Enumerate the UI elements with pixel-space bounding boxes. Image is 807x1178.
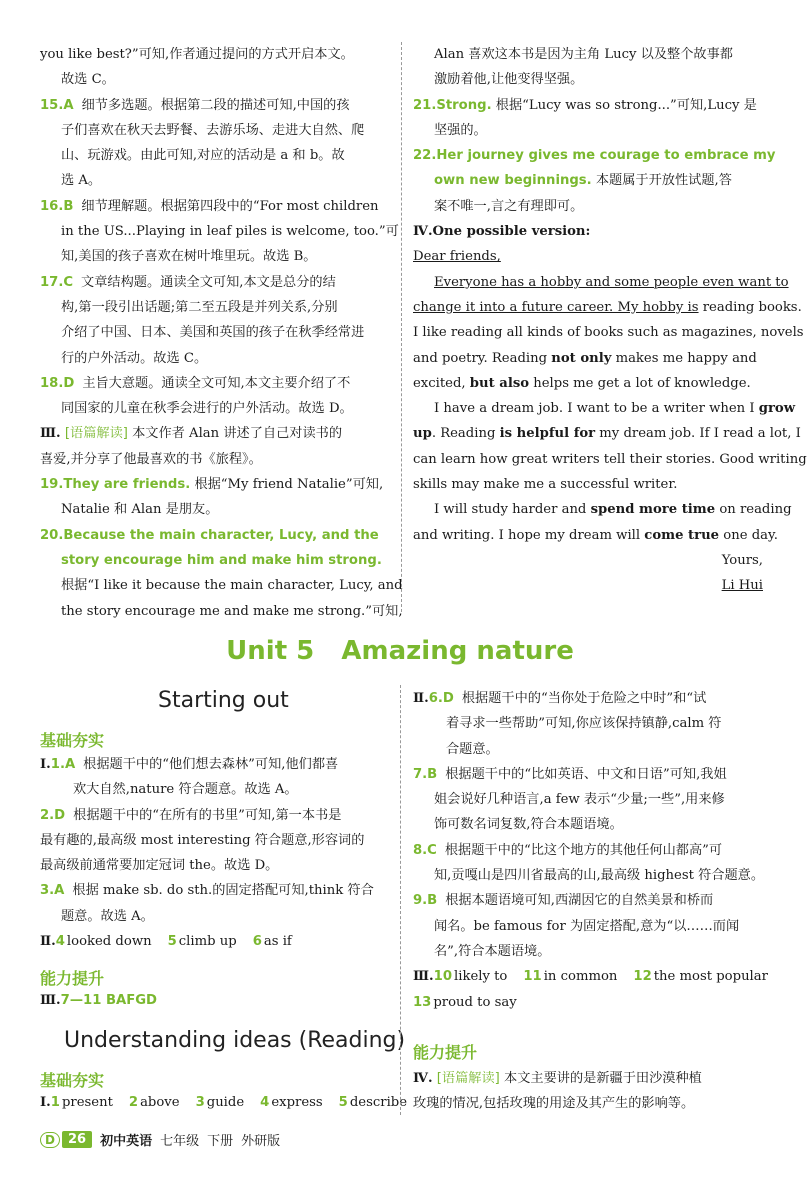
explanation-line: 17.C 文章结构题。通读全文可知,本文是总分的结 — [40, 274, 336, 290]
heading-advanced-right: 能力提升 — [413, 1043, 478, 1062]
item-number: 1 — [50, 1095, 60, 1110]
item-answer: present — [61, 1095, 113, 1110]
answer-6: Ⅱ.6.D 根据题干中的“当你处于危险之中时”和“试 — [413, 691, 707, 706]
item-number: 4 — [55, 934, 65, 950]
explanation-line: in the US...Playing in leaf piles is welcome, too.”可 — [61, 224, 399, 240]
answer-explanations — [40, 42, 399, 421]
item-answer: in common — [543, 969, 618, 985]
item-number: 3 — [195, 1095, 205, 1110]
letter-greeting: Dear friends, — [413, 249, 501, 265]
answers-10-12: Ⅲ.10 likely to 11 in common 12 the most popular — [413, 969, 768, 985]
answer-3: 3.A 根据 make sb. do sth.的固定搭配可知,think 符合 — [40, 883, 374, 899]
heading-advanced: 能力提升 — [40, 969, 105, 988]
item-answer: likely to — [454, 969, 508, 985]
vocab-answers-1-5: Ⅰ.1 present 2 above 3 guide 4 express 5 describe — [40, 1095, 408, 1110]
answer-13: 13 proud to say — [413, 994, 517, 1010]
answer-number: 16.B — [40, 198, 74, 214]
explanation-line: 介绍了中国、日本、美国和英国的孩子在秋季经常进 — [61, 325, 365, 341]
item-answer: the most popular — [653, 969, 768, 985]
item-answer: guide — [206, 1095, 245, 1110]
item-number: 12 — [633, 969, 652, 985]
item-answer: looked down — [66, 934, 152, 950]
fill-in-answers-4-6: Ⅱ.4 looked down 5 climb up 6 as if — [40, 934, 292, 950]
heading-basic-reading: 基础夯实 — [40, 1071, 105, 1090]
answer-21: 21.Strong. 根据“Lucy was so strong...”可知,Lucy 是 — [413, 97, 757, 113]
answer-22: 22.Her journey gives me courage to embrace my — [413, 148, 776, 164]
section-4-reading: Ⅳ. [语篇解读] 本文主要讲的是新疆于田沙漠种植 玫瑰的情况,包括玫瑰的用途及其产生的影响等。 — [413, 1071, 702, 1112]
item-number: 6 — [252, 934, 262, 950]
volume: 下册 — [207, 1134, 234, 1149]
item-answer: express — [271, 1095, 323, 1110]
item-number: 4 — [260, 1095, 270, 1110]
item-answer: as if — [263, 934, 292, 950]
column-divider — [401, 42, 402, 612]
answer-number: 18.D — [40, 375, 75, 391]
publisher: 外研版 — [241, 1134, 281, 1149]
item-answer: above — [140, 1095, 180, 1110]
item-number: 11 — [523, 969, 542, 985]
item-number: 5 — [338, 1095, 348, 1110]
letter-signature: Li Hui — [721, 578, 763, 594]
explanation-line: 18.D 主旨大意题。通读全文可知,本文主要介绍了不 — [40, 375, 351, 391]
section-3-header: Ⅲ. [语篇解读] 本文作者 Alan 讲述了自己对读书的 — [40, 426, 343, 442]
book-name: 初中英语 — [100, 1134, 153, 1149]
top-right-column: Alan 喜欢这本书是因为主角 Lucy 以及整个故事都 激励着他,让他变得坚强。 21.Strong. 根据“Lucy was so strong...”可知,Lucy 是 坚强的。 22.Her journey gives me courage to embrace my own new beginnings. 本题属于开放性试题,答 案不唯一,言之有理即可。 Ⅳ.One possible version: Dear friends, Everyone has a hobby and some people even want to change it into a future career. My hobby is reading books. I like reading all kinds of books such as magazines, novels and poetry. Reading not only makes me happy and excited, but also helps me get a lot of knowledge. I have a dream job. I want to be a writer when I grow up. Reading is helpful for my dream job. If I read a lot, I can learn how great writers tell their stories. Good writing skills may make me a successful writer. I will study harder and spend more time on reading and writing. I hope my dream will come true one day. Yours, Li Hui — [413, 42, 763, 599]
section-4-header: Ⅳ.One possible version: — [413, 224, 591, 240]
item-number: 5 — [167, 934, 177, 950]
page-number: 26 — [62, 1131, 92, 1148]
explanation-line: 故选 C。 — [61, 72, 115, 88]
explanation-line: 选 A。 — [61, 173, 102, 189]
item-answer: describe — [349, 1095, 408, 1110]
section-subtitle-reading: Understanding ideas (Reading) — [64, 1028, 406, 1053]
answer-19: 19.They are friends. 根据“My friend Natalie”可知, — [40, 477, 384, 493]
answer-20: 20.Because the main character, Lucy, and the — [40, 527, 379, 543]
explanation-line: you like best?”可知,作者通过提问的方式开启本文。 — [40, 47, 354, 62]
passage-analysis-tag: [语篇解读] — [64, 426, 128, 442]
heading-basic: 基础夯实 — [40, 731, 105, 750]
answer-1: Ⅰ.1.A 根据题干中的“他们想去森林”可知,他们都喜 — [40, 757, 339, 772]
grade: 七年级 — [160, 1134, 200, 1149]
answer-7: 7.B 根据题干中的“比如英语、中文和日语”可知,我姐 — [413, 766, 727, 782]
answer-number: 17.C — [40, 274, 74, 290]
answer-2: 2.D 根据题干中的“在所有的书里”可知,第一本书是 — [40, 807, 342, 823]
answer-9: 9.B 根据本题语境可知,西湖因它的自然美景和桥而 — [413, 893, 714, 909]
passage-analysis-tag-2: [语篇解读] — [436, 1071, 500, 1086]
page-footer — [40, 1130, 280, 1149]
bottom-right-column: Ⅱ.6.D 根据题干中的“当你处于危险之中时”和“试 着寻求一些帮助”可知,你应该保持镇静,calm 符 合题意。 7.B 根据题干中的“比如英语、中文和日语”可知,我姐 姐会说好几种语言,a few 表示“少量;一些”,用来修 饰可数名词复数,符合本题语境。 8.C 根据题干中的“比这个地方的其他任何山都高”可 知,贡嘎山是四川省最高的山,最高级 highest 符合题意。 9.B 根据本题语境可知,西湖因它的自然美景和桥而 闻名。be famous for 为固定搭配,意为“以……而闻 名”,符合本题语境。 Ⅲ.10 likely to 11 in common 12 the most popular 13 proud to say — [413, 686, 765, 1015]
page-badge: D 26 — [40, 1131, 92, 1148]
explanation-line: 知,美国的孩子喜欢在树叶堆里玩。故选 B。 — [61, 249, 317, 265]
item-number: 10 — [433, 969, 453, 985]
answer-number: 15.A — [40, 97, 74, 113]
answer-8: 8.C 根据题干中的“比这个地方的其他任何山都高”可 — [413, 842, 723, 858]
item-answer: climb up — [178, 934, 237, 950]
section-subtitle-starting-out: Starting out — [158, 688, 289, 713]
explanation-line: 子们喜欢在秋天去野餐、去游乐场、走进大自然、爬 — [61, 122, 365, 138]
bottom-left-column: Ⅰ.1.A 根据题干中的“他们想去森林”可知,他们都喜 欢大自然,nature 符合题意。故选 A。 2.D 根据题干中的“在所有的书里”可知,第一本书是 最有趣的,最高级 most interesting 符合题意,形容词的 最高级前通常要加定冠词 the。故选 D。 3.A 根据 make sb. do sth.的固定搭配可知,think 符合 题意。故选 A。 Ⅱ.4 looked down 5 climb up 6 as if — [40, 752, 392, 954]
sample-letter: Dear friends, Everyone has a hobby and some people even want to change it into a future career. My hobby is reading books. I like reading all kinds of books such as magazines, novels and poetry. Reading not only makes me happy and excited, but also helps me get a lot of knowledge. I have a dream job. I want to be a writer when I grow up. Reading is helpful for my dream job. If I read a lot, I can learn how great writers tell their stories. Good writing skills may make me a successful writer. I will study harder and spend more time on reading and writing. I hope my dream will come true one day. Yours, Li Hui — [413, 244, 763, 598]
item-number: 2 — [128, 1095, 139, 1110]
answer-7-11: Ⅲ.7—11 BAFGD — [40, 993, 157, 1008]
letter-closing: Yours, — [721, 552, 763, 568]
unit-title: Unit 5 Amazing nature — [226, 636, 574, 666]
column-divider-bottom — [400, 685, 401, 1115]
explanation-line: 行的户外活动。故选 C。 — [61, 350, 208, 366]
explanation-line: 15.A 细节多选题。根据第二段的描述可知,中国的孩 — [40, 97, 350, 113]
explanation-line: 构,第一段引出话题;第二至五段是并列关系,分别 — [61, 299, 338, 315]
top-left-column: you like best?”可知,作者通过提问的方式开启本文。 故选 C。 15.A 细节多选题。根据第二段的描述可知,中国的孩 子们喜欢在秋天去野餐、去游乐场、走进大自然、爬 山、玩游戏。由此可知,对应的活动是 a 和 b。故 选 A。 16.B 细节理解题。根据第四段中的“For most children in the US...Playing in leaf piles is welcome, too.”可 知,美国的孩子喜欢在树叶堆里玩。故选 B。 17.C 文章结构题。通读全文可知,本文是总分的结 构,第一段引出话题;第二至五段是并列关系,分别 介绍了中国、日本、美国和英国的孩子在秋季经常进 行的户外活动。故选 C。 18.D 主旨大意题。通读全文可知,本文主要介绍了不 同国家的儿童在秋季会进行的户外活动。故选 D。 Ⅲ. [语篇解读] 本文作者 Alan 讲述了自己对读书的 喜爱,并分享了他最喜欢的书《旅程》。 19.They are friends. 根据“My friend Natalie”可知, Natalie 和 Alan 是朋友。 20.Because the main character, Lucy, and the story encourage him and make him strong. 根据“I like it because the main character, Lucy, and the story encourage me and make me strong.”可知, — [40, 42, 392, 624]
explanation-line: 山、玩游戏。由此可知,对应的活动是 a 和 b。故 — [61, 148, 345, 164]
explanation-line: 同国家的儿童在秋季会进行的户外活动。故选 D。 — [61, 401, 353, 417]
explanation-line: 16.B 细节理解题。根据第四段中的“For most children — [40, 198, 379, 214]
